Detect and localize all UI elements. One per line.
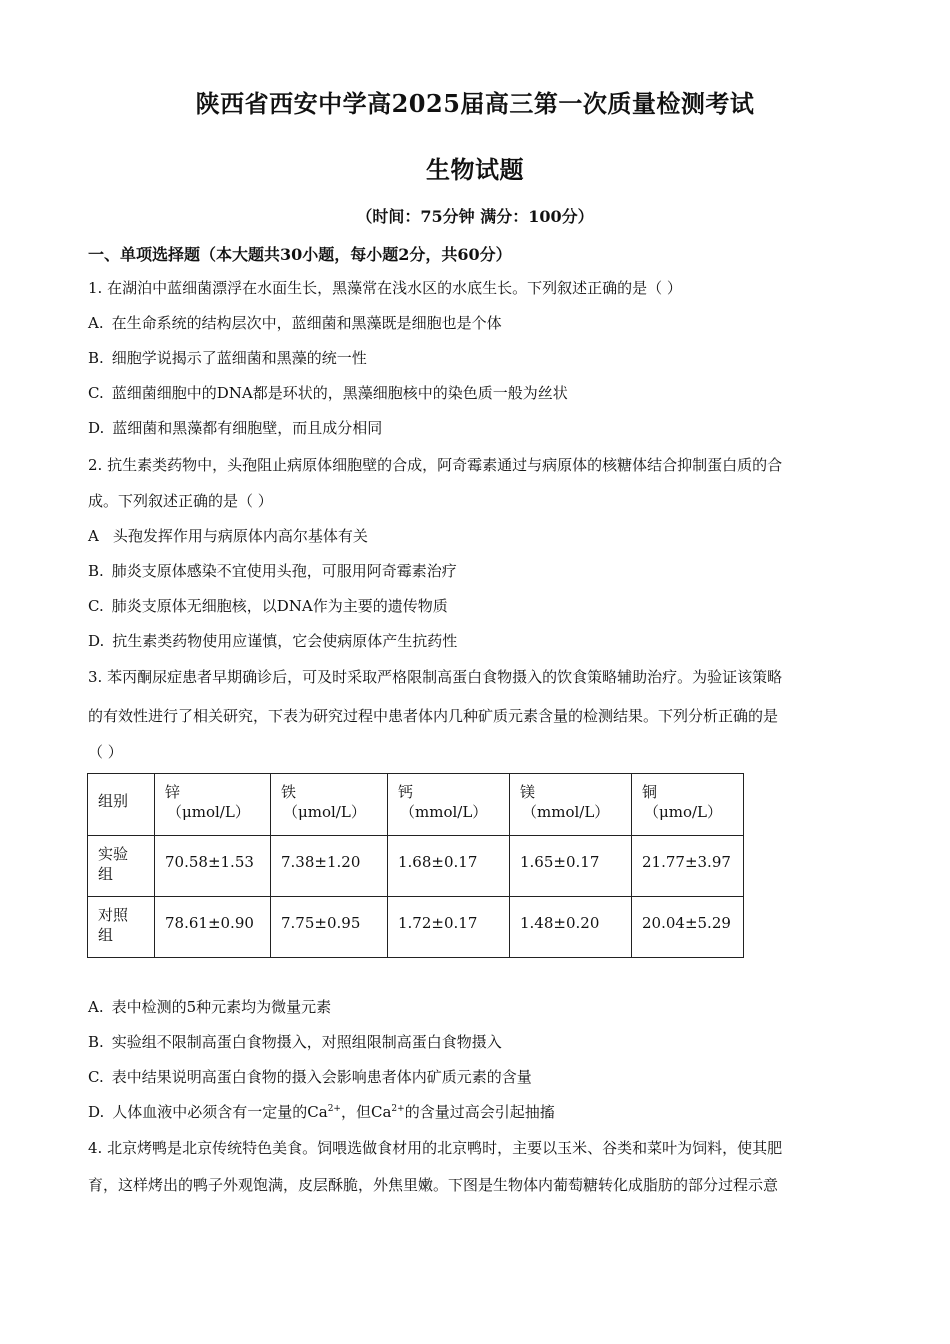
table-cell: 70.58±1.53: [155, 836, 271, 897]
table-header-cell: 镁 （mmol/L）: [510, 774, 632, 836]
table-cell: 7.38±1.20: [271, 836, 388, 897]
q3-option-a: [88, 997, 331, 1017]
option-text: 蓝细菌细胞中的DNA都是环状的，黑藻细胞核中的染色质一般为丝状: [111, 384, 568, 402]
option-text: 在生命系统的结构层次中，蓝细菌和黑藻既是细胞也是个体: [111, 314, 502, 332]
section-heading: 一、单项选择题（本大题共30小题，每小题2分，共60分）: [88, 245, 512, 264]
option-text: 细胞学说揭示了蓝细菌和黑藻的统一性: [111, 349, 367, 367]
option-text: 表中检测的5种元素均为微量元素: [111, 998, 332, 1016]
exam-info: （时间：75分钟 满分：100分）: [356, 207, 594, 226]
option-label: C.: [88, 384, 104, 402]
q2-option-b: [88, 561, 457, 581]
option-label: A: [88, 527, 99, 545]
option-label: D.: [88, 632, 105, 650]
q2-option-a: [88, 526, 368, 546]
option-label: B.: [88, 562, 104, 580]
table-cell: 1.48±0.20: [510, 897, 632, 958]
option-text: 肺炎支原体无细胞核，以DNA作为主要的遗传物质: [111, 597, 448, 615]
option-text: 肺炎支原体感染不宜使用头孢，可服用阿奇霉素治疗: [111, 562, 457, 580]
table-group-cell: 实验 组: [88, 836, 155, 897]
q1-option-d: [88, 418, 382, 438]
calcium-ion: $Ca^{2+}$: [307, 1103, 341, 1121]
q4-stem-line-2: 育，这样烤出的鸭子外观饱满，皮层酥脆，外焦里嫩。下图是生物体内葡萄糖转化成脂肪的部分过程示意: [88, 1176, 779, 1194]
q3-stem-line-1: 3. 苯丙酮尿症患者早期确诊后，可及时采取严格限制高蛋白食物摄入的饮食策略辅助治疗。为验证该策略: [88, 668, 783, 686]
table-cell: 1.68±0.17: [388, 836, 510, 897]
subject-title: 生物试题: [426, 155, 524, 184]
table-cell: 1.72±0.17: [388, 897, 510, 958]
exam-title: 陕西省西安中学高2025届高三第一次质量检测考试: [195, 89, 755, 118]
option-text-post: 的含量过高会引起抽搐: [404, 1103, 555, 1121]
q4-stem-line-1: 4. 北京烤鸭是北京传统特色美食。饲喂选做食材用的北京鸭时，主要以玉米、谷类和菜叶为饲料，使其肥: [88, 1139, 783, 1157]
q2-option-d: [88, 631, 457, 651]
table-header-cell: 组别: [88, 774, 155, 836]
table-cell: 21.77±3.97: [632, 836, 744, 897]
q1-option-b: [88, 348, 367, 368]
q3-option-c: [88, 1067, 532, 1087]
q3-stem-line-2: 的有效性进行了相关研究，下表为研究过程中患者体内几种矿质元素含量的检测结果。下列分析正确的是: [88, 707, 779, 725]
table-group-cell: 对照 组: [88, 897, 155, 958]
option-label: A.: [88, 314, 104, 332]
option-label: D.: [88, 1103, 105, 1121]
table-row: [88, 897, 744, 958]
table-header-cell: 钙 （mmol/L）: [388, 774, 510, 836]
q3-stem-line-3: （ ）: [88, 743, 123, 761]
q1-option-c: [88, 383, 568, 403]
table-cell: 7.75±0.95: [271, 897, 388, 958]
option-label: B.: [88, 1033, 104, 1051]
option-text: 头孢发挥作用与病原体内高尔基体有关: [112, 527, 368, 545]
option-label: C.: [88, 597, 104, 615]
table-cell: 78.61±0.90: [155, 897, 271, 958]
table-header-cell: 铜 （μmo/L）: [632, 774, 744, 836]
q3-option-b: [88, 1032, 502, 1052]
q2-stem-line-2: 成。下列叙述正确的是（ ）: [88, 492, 273, 510]
calcium-ion: $Ca^{2+}$: [371, 1103, 405, 1121]
option-text-mid: ，但: [340, 1103, 371, 1121]
option-text: 抗生素类药物使用应谨慎，它会使病原体产生抗药性: [112, 632, 458, 650]
option-label: A.: [88, 998, 104, 1016]
mineral-table: [87, 773, 744, 958]
table-header-cell: 铁 （μmol/L）: [271, 774, 388, 836]
table-header-row: [88, 774, 744, 836]
option-label: C.: [88, 1068, 104, 1086]
option-text: 实验组不限制高蛋白食物摄入，对照组限制高蛋白食物摄入: [111, 1033, 502, 1051]
table-cell: 20.04±5.29: [632, 897, 744, 958]
q2-stem-line-1: 2. 抗生素类药物中，头孢阻止病原体细胞壁的合成，阿奇霉素通过与病原体的核糖体结合抑制蛋白质的合: [88, 456, 783, 474]
option-text: 表中结果说明高蛋白食物的摄入会影响患者体内矿质元素的含量: [111, 1068, 532, 1086]
q1-stem: 1. 在湖泊中蓝细菌漂浮在水面生长，黑藻常在浅水区的水底生长。下列叙述正确的是（ ）: [88, 279, 682, 297]
table-row: [88, 836, 744, 897]
q1-option-a: [88, 313, 502, 333]
table-cell: 1.65±0.17: [510, 836, 632, 897]
q2-option-c: [88, 596, 448, 616]
option-label: B.: [88, 349, 104, 367]
table-header-cell: 锌 （μmol/L）: [155, 774, 271, 836]
q3-option-d: [88, 1102, 555, 1122]
option-text: 蓝细菌和黑藻都有细胞壁，而且成分相同: [112, 419, 383, 437]
option-label: D.: [88, 419, 105, 437]
option-text-pre: 人体血液中必须含有一定量的: [112, 1103, 308, 1121]
